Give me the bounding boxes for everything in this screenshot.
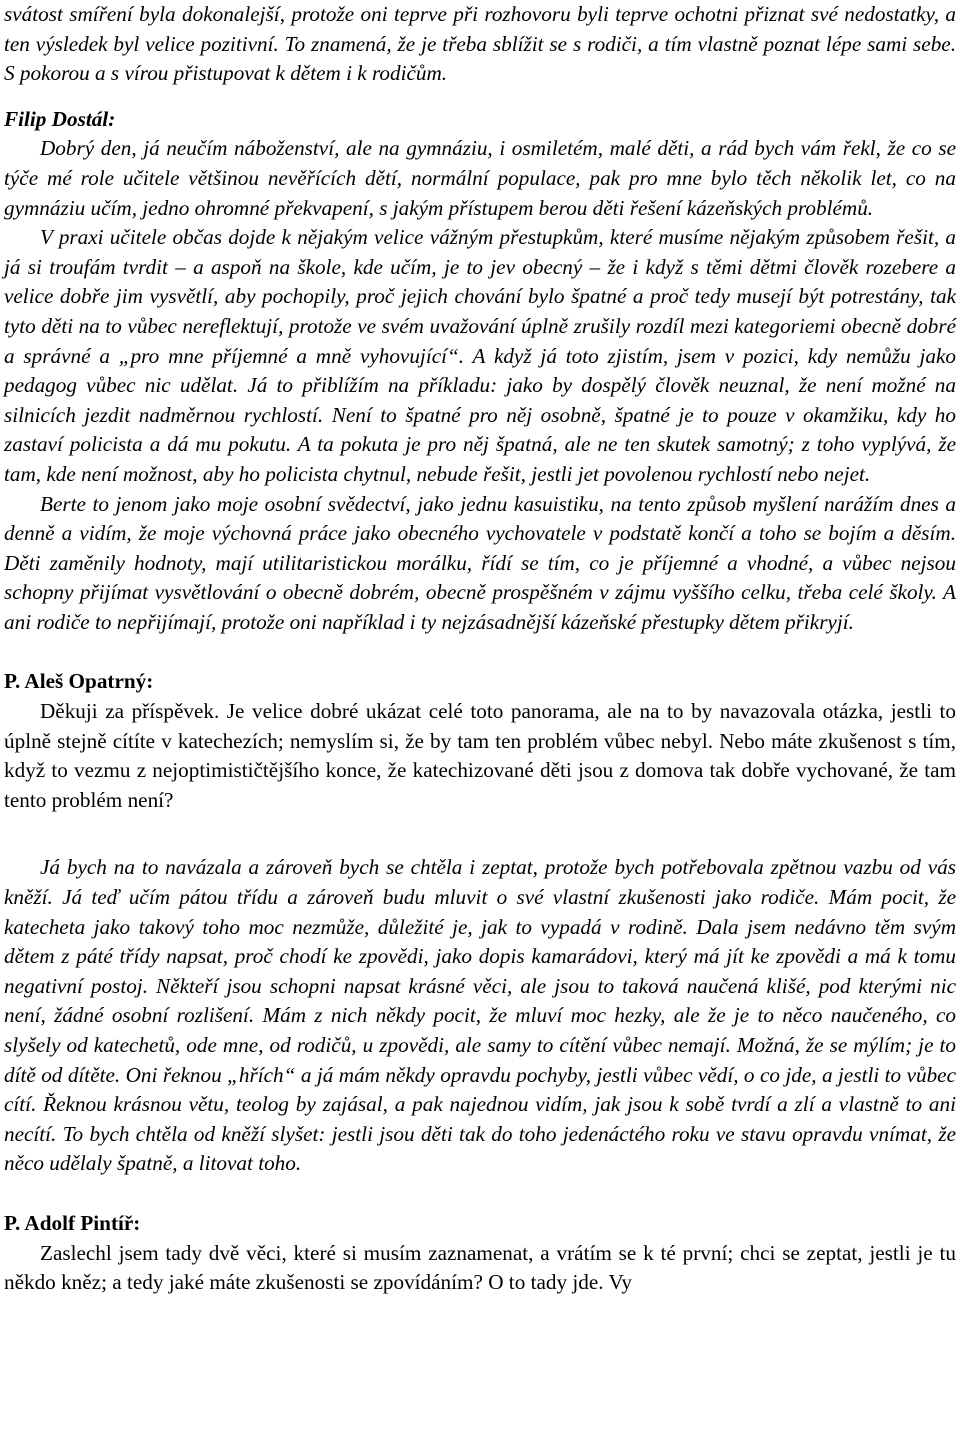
spacer	[4, 89, 956, 105]
spacer	[4, 637, 956, 667]
speaker-filip-dostal: Filip Dostál:	[4, 106, 116, 131]
audience-paragraph-1: Já bych na to navázala a zároveň bych se chtěla i zeptat, protože bych potřebovala zpětnou vazbu od vás kněží. Já teď učím pátou třídu a zároveň budu mluvit o své vlastní zkušenosti jako rodiče. Mám pocit, že katecheta jako takový toho moc nezmůže, důležité je, jak to vypadá v rodině. Dala jsem nedávno těm svým dětem z páté třídy napsat, proč chodí ke zpovědi, jako dopis kamarádovi, který má jít ke zpovědi a má k tomu negativní postoj. Někteří jsou schopni napsat krásné věci, ale jsou to taková naučená klišé, pod kterými nic není, žádné osobní rozlišení. Mám z nich někdy pocit, že mluví moc hezky, ale že je to něco naučeného, co slyšely od katechetů, ode mne, od rodičů, u zpovědi, ale samy to cítění vůbec nemají. Možná, že se mýlím; je to dítě od dítěte. Oni řeknou „hřích“ a já mám někdy opravdu pochyby, jestli vůbec vědí, o co jde, a jestli to vůbec cítí. Řeknou krásnou větu, teolog by zajásal, a pak najednou vidím, jak jsou k sobě tvrdí a zlí a vlastně to ani necítí. To bych chtěla od kněží slyšet: jestli jsou děti tak do toho jedenáctého roku ve stavu opravdu vnímat, že něco udělaly špatně, a litovat toho.	[4, 855, 956, 1176]
speaker-adolf-pintir: P. Adolf Pintíř:	[4, 1210, 141, 1235]
intro-paragraph: svátost smíření byla dokonalejší, protože oni teprve při rozhovoru byli teprve ochotni přiznat své nedostatky, a ten výsledek byl velice pozitivní. To znamená, že je třeba sblížit se s rodiči, a tím vlastně poznat lépe sami sebe. S pokorou a s vírou přistupovat k dětem i k rodičům.	[4, 2, 956, 86]
dostal-paragraph-3: Berte to jenom jako moje osobní svědectví, jako jednu kasuistiku, na tento způsob myšlení narážím dnes a denně a vidím, že moje výchovná práce jako obecného vychovatele v podstatě končí a toho se bojím a děsím. Děti zaměnily hodnoty, mají utilitaristickou morálku, řídí se tím, co je příjemné a vhodné, a vůbec nejsou schopny přijímat vysvětlování o obecně dobrém, obecně prospěšném v zájmu vyššího celku, třeba celé školy. A ani rodiče to nepřijímají, protože oni například i ty nejzásadnější kázeňské přestupky dětem přikryjí.	[4, 491, 956, 634]
pintir-paragraph-1: Zaslechl jsem tady dvě věci, které si musím zaznamenat, a vrátím se k té první; chci se zeptat, jestli je tu někdo kněz; a tedy jaké máte zkušenosti se zpovídáním? O to tady jde. Vy	[4, 1240, 956, 1295]
spacer	[4, 815, 956, 853]
spacer	[4, 1179, 956, 1209]
document-page	[4, 0, 956, 1298]
dostal-paragraph-2: V praxi učitele občas dojde k nějakým velice vážným přestupkům, které musíme nějakým způsobem řešit, a já si troufám tvrdit – a aspoň na škole, kde učím, je to jev obecný – že i když s těmi dětmi člověk rozebere a velice dobře jim vysvětlí, aby pochopily, proč jejich chování bylo špatné a proč tedy musejí být potrestány, tak tyto děti na to vůbec nereflektují, protože ve svém uvažování úplně zrušily rozdíl mezi kategoriemi obecně dobré a správné a „pro mne příjemné a mně vyhovující“. A když já toto zjistím, jsem v pozici, kdy nemůžu jako pedagog vůbec nic udělat. Já to přiblížím na příkladu: jako by dospělý člověk neuznal, že není možné na silnicích jezdit nadměrnou rychlostí. Není to špatné pro něj osobně, špatné je to pouze v okamžiku, kdy ho zastaví policista a dá mu pokutu. A ta pokuta je pro něj špatná, ale ne ten skutek samotný; z toho vyplývá, že tam, kde není možnost, aby ho policista chytnul, nebude řešit, jestli jet povolenou rychlostí nebo nejet.	[4, 225, 956, 486]
opatrny-paragraph-1: Děkuji za příspěvek. Je velice dobré ukázat celé toto panorama, ale na to by navazovala otázka, jestli to úplně stejně cítíte v katechezích; nemyslím si, že by tam ten problém vůbec nebyl. Nebo máte zkušenost s tím, když to vezmu z nejoptimističtějšího konce, že katechizované děti jsou z domova tak dobře vychované, že tam tento problém není?	[4, 699, 956, 812]
dostal-paragraph-1: Dobrý den, já neučím náboženství, ale na gymnáziu, i osmiletém, malé děti, a rád bych vám řekl, že co se týče mé role učitele většinou nevěřících dětí, normální populace, pak pro mne bylo těch několik let, co na gymnáziu učím, jedno ohromné překvapení, s jakým přístupem berou děti řešení kázeňských problémů.	[4, 136, 956, 220]
speaker-ales-opatrny: P. Aleš Opatrný:	[4, 669, 154, 694]
